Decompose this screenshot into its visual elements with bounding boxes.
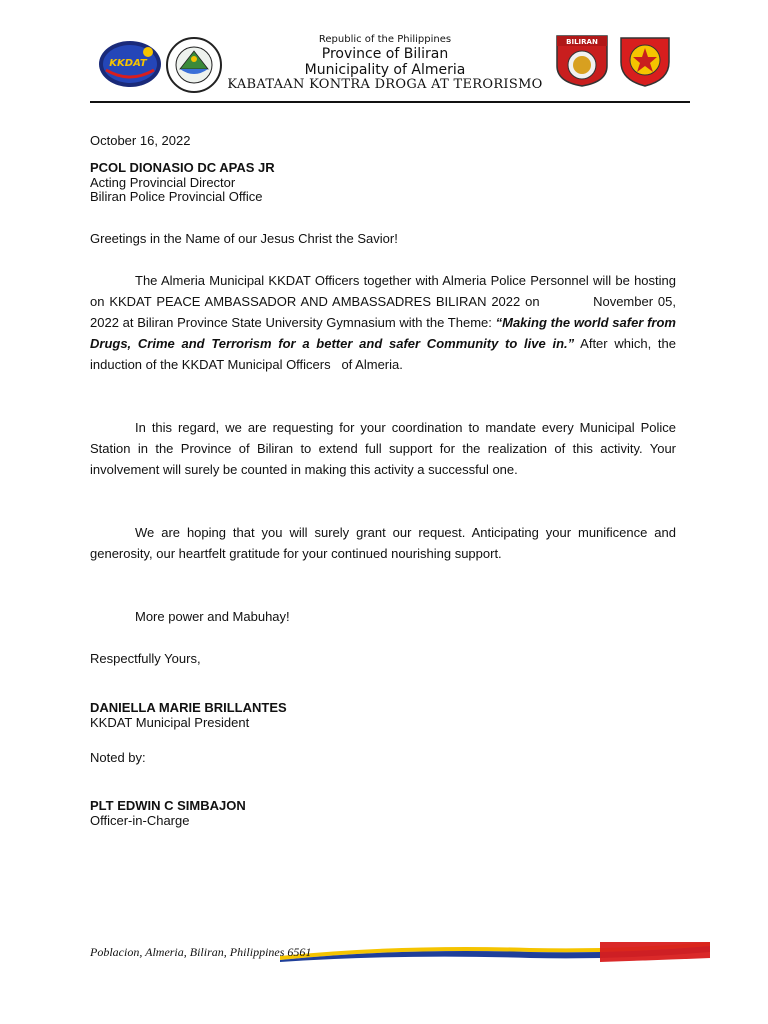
noted-by-label: Noted by: xyxy=(90,750,146,765)
closing: Respectfully Yours, xyxy=(90,651,201,666)
paragraph-1-text: The Almeria Municipal KKDAT Officers together with Almeria Police Personnel will be hosting on KKDAT PEACE AMBASSADOR AND AMBASSADRES BILIRAN 2022 on November 05, 2022 at Biliran Province State University Gymnasium with the Theme: xyxy=(90,273,676,330)
paragraph-2 xyxy=(90,417,676,480)
paragraph-2-text: In this regard, we are requesting for your coordination to mandate every Municipal Police Station in the Province of Biliran to extend full support for the realization of this activity. Your involvement will surely be counted in making this activity a successful one. xyxy=(90,420,676,477)
noter-name: PLT EDWIN C SIMBAJON xyxy=(90,798,246,813)
header-republic: Republic of the Philippines xyxy=(318,34,452,45)
paragraph-4-text: More power and Mabuhay! xyxy=(135,609,290,624)
pnp-shield-logo xyxy=(617,32,673,88)
event-theme: “Making the world safer from Drugs, Crime and Terrorism for a better and safer Community to live in.” xyxy=(90,315,676,351)
biliran-police-logo xyxy=(553,32,611,88)
signer-name: DANIELLA MARIE BRILLANTES xyxy=(90,700,287,715)
header-organization: KABATAAN KONTRA DROGA AT TERORISMO xyxy=(227,77,543,92)
header-municipality: Municipality of Almeria xyxy=(304,62,466,78)
paragraph-1 xyxy=(90,270,676,375)
signer-title: KKDAT Municipal President xyxy=(90,715,250,730)
paragraph-1-text-end: After which, the induction of the KKDAT Municipal Officers of Almeria. xyxy=(90,336,676,372)
letter-date: October 16, 2022 xyxy=(90,133,191,148)
kkdat-logo xyxy=(98,40,162,88)
paragraph-3 xyxy=(90,522,676,564)
footer-flag-wave xyxy=(280,938,710,964)
footer-address: Poblacion, Almeria, Biliran, Philippines 6561 xyxy=(90,945,312,959)
paragraph-3-text: We are hoping that you will surely grant our request. Anticipating your munificence and generosity, our heartfelt gratitude for your continued nourishing support. xyxy=(90,525,676,561)
recipient-name: PCOL DIONASIO DC APAS JR xyxy=(90,160,275,175)
greeting: Greetings in the Name of our Jesus Christ the Savior! xyxy=(90,231,398,246)
header-rule xyxy=(90,101,690,103)
noter-title: Officer-in-Charge xyxy=(90,813,190,828)
recipient-office: Biliran Police Provincial Office xyxy=(90,189,263,204)
biliran-logo-text: BILIRAN xyxy=(566,38,598,46)
paragraph-4 xyxy=(90,606,676,627)
recipient-title: Acting Provincial Director xyxy=(90,175,236,190)
header-province: Province of Biliran xyxy=(321,46,449,62)
kkdat-logo-text: KKDAT xyxy=(109,58,147,69)
